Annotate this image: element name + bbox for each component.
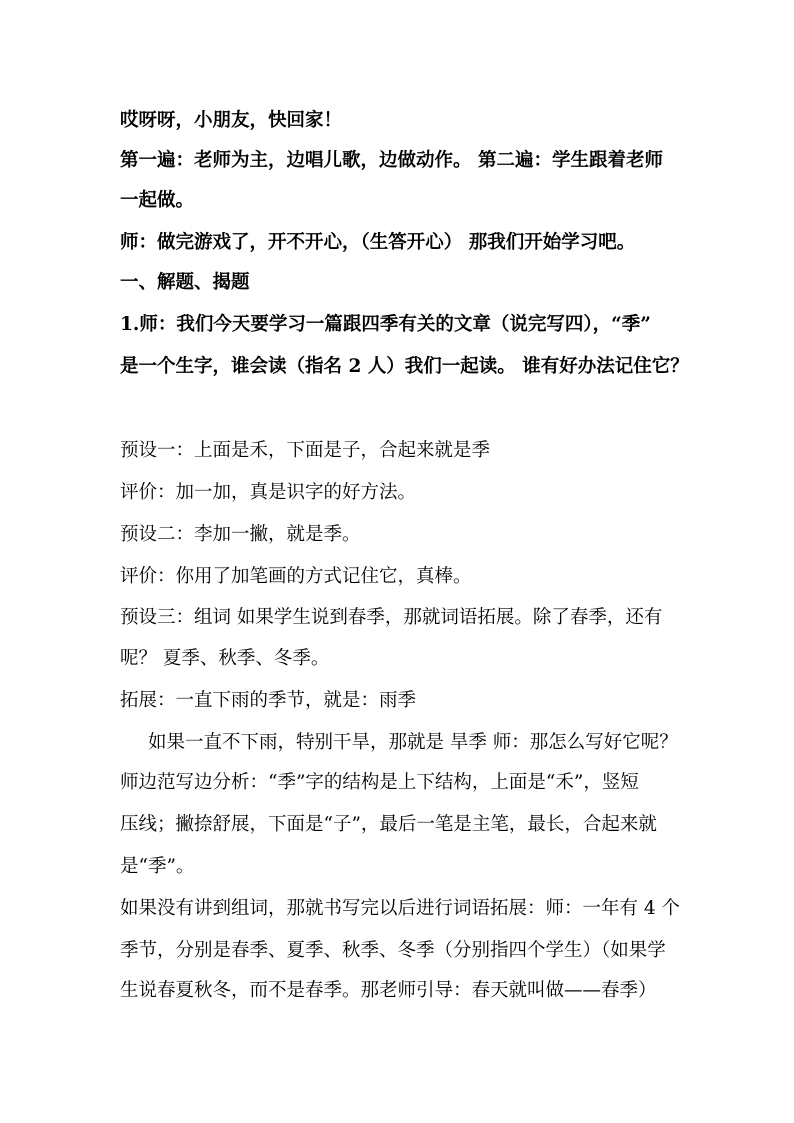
- text-line: 一起做。: [120, 190, 195, 211]
- text-line: 呢？ 夏季、秋季、冬季。: [120, 648, 330, 669]
- text-line: 拓展：一直下雨的季节，就是：雨季: [120, 690, 417, 711]
- text-line: 评价：加一加，真是识字的好方法。: [120, 482, 417, 503]
- text-line: 师边范写边分析：“季”字的结构是上下结构，上面是“禾”，竖短: [120, 772, 639, 793]
- text-line: 1.师：我们今天要学习一篇跟四季有关的文章（说完写四），“季”: [120, 314, 651, 335]
- text-line: 预设三：组词 如果学生说到春季，那就词语拓展。除了春季，还有: [120, 607, 663, 628]
- text-line: 师：做完游戏了，开不开心，（生答开心） 那我们开始学习吧。: [120, 232, 636, 253]
- text-line: 预设二：李加一撇，就是季。: [120, 524, 361, 545]
- text-line: 生说春夏秋冬，而不是春季。那老师引导：春天就叫做——春季）: [120, 980, 657, 1001]
- text-line: 压线；撇捺舒展，下面是“子”，最后一笔是主笔，最长，合起来就: [120, 814, 657, 835]
- text-line: 是一个生字，谁会读（指名 2 人）我们一起读。 谁有好办法记住它？: [120, 356, 689, 377]
- text-line: 如果一直不下雨，特别干旱，那就是 旱季 师：那怎么写好它呢？: [148, 732, 678, 753]
- text-line: 哎呀呀，小朋友，快回家！: [120, 110, 343, 131]
- text-line: 第一遍：老师为主，边唱儿歌，边做动作。 第二遍：学生跟着老师: [120, 150, 663, 171]
- text-line: 预设一：上面是禾，下面是子，合起来就是季: [120, 440, 491, 461]
- section-heading: 一、解题、揭题: [120, 272, 250, 293]
- text-line: 评价：你用了加笔画的方式记住它，真棒。: [120, 566, 472, 587]
- text-line: 是“季”。: [120, 856, 195, 877]
- text-line: 如果没有讲到组词，那就书写完以后进行词语拓展：师：一年有 4 个: [120, 898, 681, 919]
- text-line: 季节，分别是春季、夏季、秋季、冬季（分别指四个学生）（如果学: [120, 940, 666, 961]
